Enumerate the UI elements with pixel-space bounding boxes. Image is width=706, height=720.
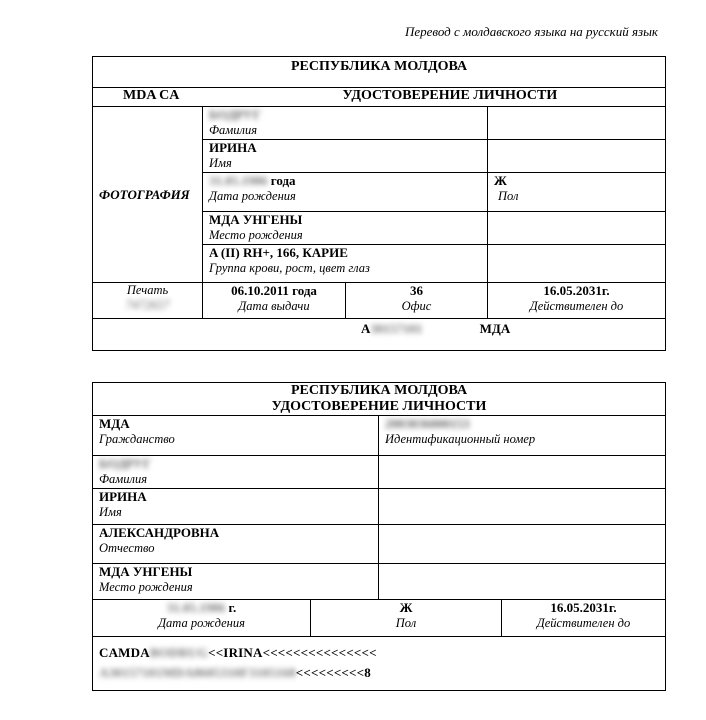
card2-mrz [93,637,666,691]
card2-surname-label: Фамилия [99,472,148,486]
card1-valid-cell [488,283,666,319]
card2-dob-value: 31.05.1986 [166,600,226,615]
mrz1-prefix: CAMDA [99,645,150,660]
card1-stamp-cell [93,283,203,319]
card1-dob-suffix: года [270,173,296,188]
card1-sex-cell [488,173,666,212]
card1-serial-row [93,319,666,351]
card2-sex-label: Пол [395,616,417,630]
card1-surname-label: Фамилия [209,123,258,137]
mrz1-hidden: BODRUG [149,645,209,660]
card1-republic: РЕСПУБЛИКА МОЛДОВА [93,57,666,88]
card2-surname-value: БОДРУГ [99,456,152,471]
card1-serial-prefix: A [361,321,371,336]
card2-patronymic-cell [93,525,379,564]
card1-stamp-label: Печать [126,283,169,297]
card1-empty-3 [488,212,666,245]
card1-blood-value: A (II) RH+, 166, КАРИЕ [209,245,348,260]
card1-issue-value: 06.10.2011 года [231,283,317,298]
card2-citizenship-cell [93,416,379,456]
card2-birthplace-label: Место рождения [99,580,193,594]
card1-stamp-value: 7472657 [125,298,170,312]
card1-name-label: Имя [209,156,232,170]
card1-valid-label: Действителен до [529,299,624,313]
card2-citizenship-label: Гражданство [99,432,175,446]
card1-dob-value: 31.05.1986 [209,173,268,188]
card2-patronymic-label: Отчество [99,541,155,555]
card1-code: MDA CA [93,88,203,107]
card1-office-value: 36 [410,283,423,298]
card2-idnp-cell [379,416,666,456]
id-card-front-table [92,56,666,351]
card2-name-label: Имя [99,505,122,519]
photo-placeholder: ФОТОГРАФИЯ [93,107,203,283]
card1-sex-value: Ж [494,173,507,188]
card2-sex-cell [311,600,502,637]
card1-sex-label: Пол [498,189,519,203]
card2-name-cell [93,489,379,525]
card1-birthplace-cell [203,212,488,245]
card1-empty-2 [488,140,666,173]
card2-sex-value: Ж [399,600,413,615]
card2-birthplace-cell [93,564,379,600]
card2-header [93,383,666,416]
id-card-back-table [92,382,666,691]
card2-surname-cell [93,456,379,489]
card2-republic: РЕСПУБЛИКА МОЛДОВА [290,383,468,398]
mrz2-hidden: A30157101MDA8605310F3105168 [99,665,296,680]
card2-empty-1 [379,456,666,489]
card2-citizenship-value: МДА [99,416,130,431]
card1-issue-label: Дата выдачи [238,299,310,313]
card1-valid-value: 16.05.2031г. [543,283,610,298]
card1-name-cell [203,140,488,173]
card2-birthplace-value: МДА УНГЕНЫ [99,564,193,579]
card1-office-cell [346,283,488,319]
card1-birthplace-label: Место рождения [209,228,303,242]
card2-name-value: ИРИНА [99,489,147,504]
card1-birthplace-value: МДА УНГЕНЫ [209,212,303,227]
mrz1-suffix: <<IRINA<<<<<<<<<<<<<<< [208,645,377,660]
card2-dob-suffix: г. [228,600,237,615]
card1-empty-1 [488,107,666,140]
mrz-line-1 [99,643,665,663]
card1-serial-country: МДА [479,321,511,336]
card1-doc-title: УДОСТОВЕРЕНИЕ ЛИЧНОСТИ [203,88,666,107]
card1-dob-cell [203,173,488,212]
card2-idnp-value: 2003036000153 [385,416,470,431]
card2-empty-4 [379,564,666,600]
mrz2-suffix: <<<<<<<<<8 [295,665,371,680]
card2-idnp-label: Идентификационный номер [385,432,536,446]
card1-surname-value: БОДРУГ [209,107,262,122]
card2-valid-label: Действителен до [536,616,631,630]
card1-serial-number: 30157101 [370,321,423,336]
card2-valid-cell [502,600,666,637]
translation-note: Перевод с молдавского языка на русский язык [404,24,658,39]
card2-empty-2 [379,489,666,525]
card1-surname-cell [203,107,488,140]
card1-office-label: Офис [401,299,432,313]
card2-empty-3 [379,525,666,564]
card2-doc-title: УДОСТОВЕРЕНИЕ ЛИЧНОСТИ [271,399,487,414]
card1-issue-cell [203,283,346,319]
card2-dob-label: Дата рождения [158,616,245,630]
card2-valid-value: 16.05.2031г. [550,600,617,615]
card1-blood-label: Группа крови, рост, цвет глаз [209,261,370,275]
card2-dob-cell [93,600,311,637]
card2-patronymic-value: АЛЕКСАНДРОВНА [99,525,220,540]
card1-dob-label: Дата рождения [209,189,296,203]
card1-empty-4 [488,245,666,283]
mrz-line-2 [99,663,665,683]
card1-blood-cell [203,245,488,283]
card1-name-value: ИРИНА [209,140,257,155]
